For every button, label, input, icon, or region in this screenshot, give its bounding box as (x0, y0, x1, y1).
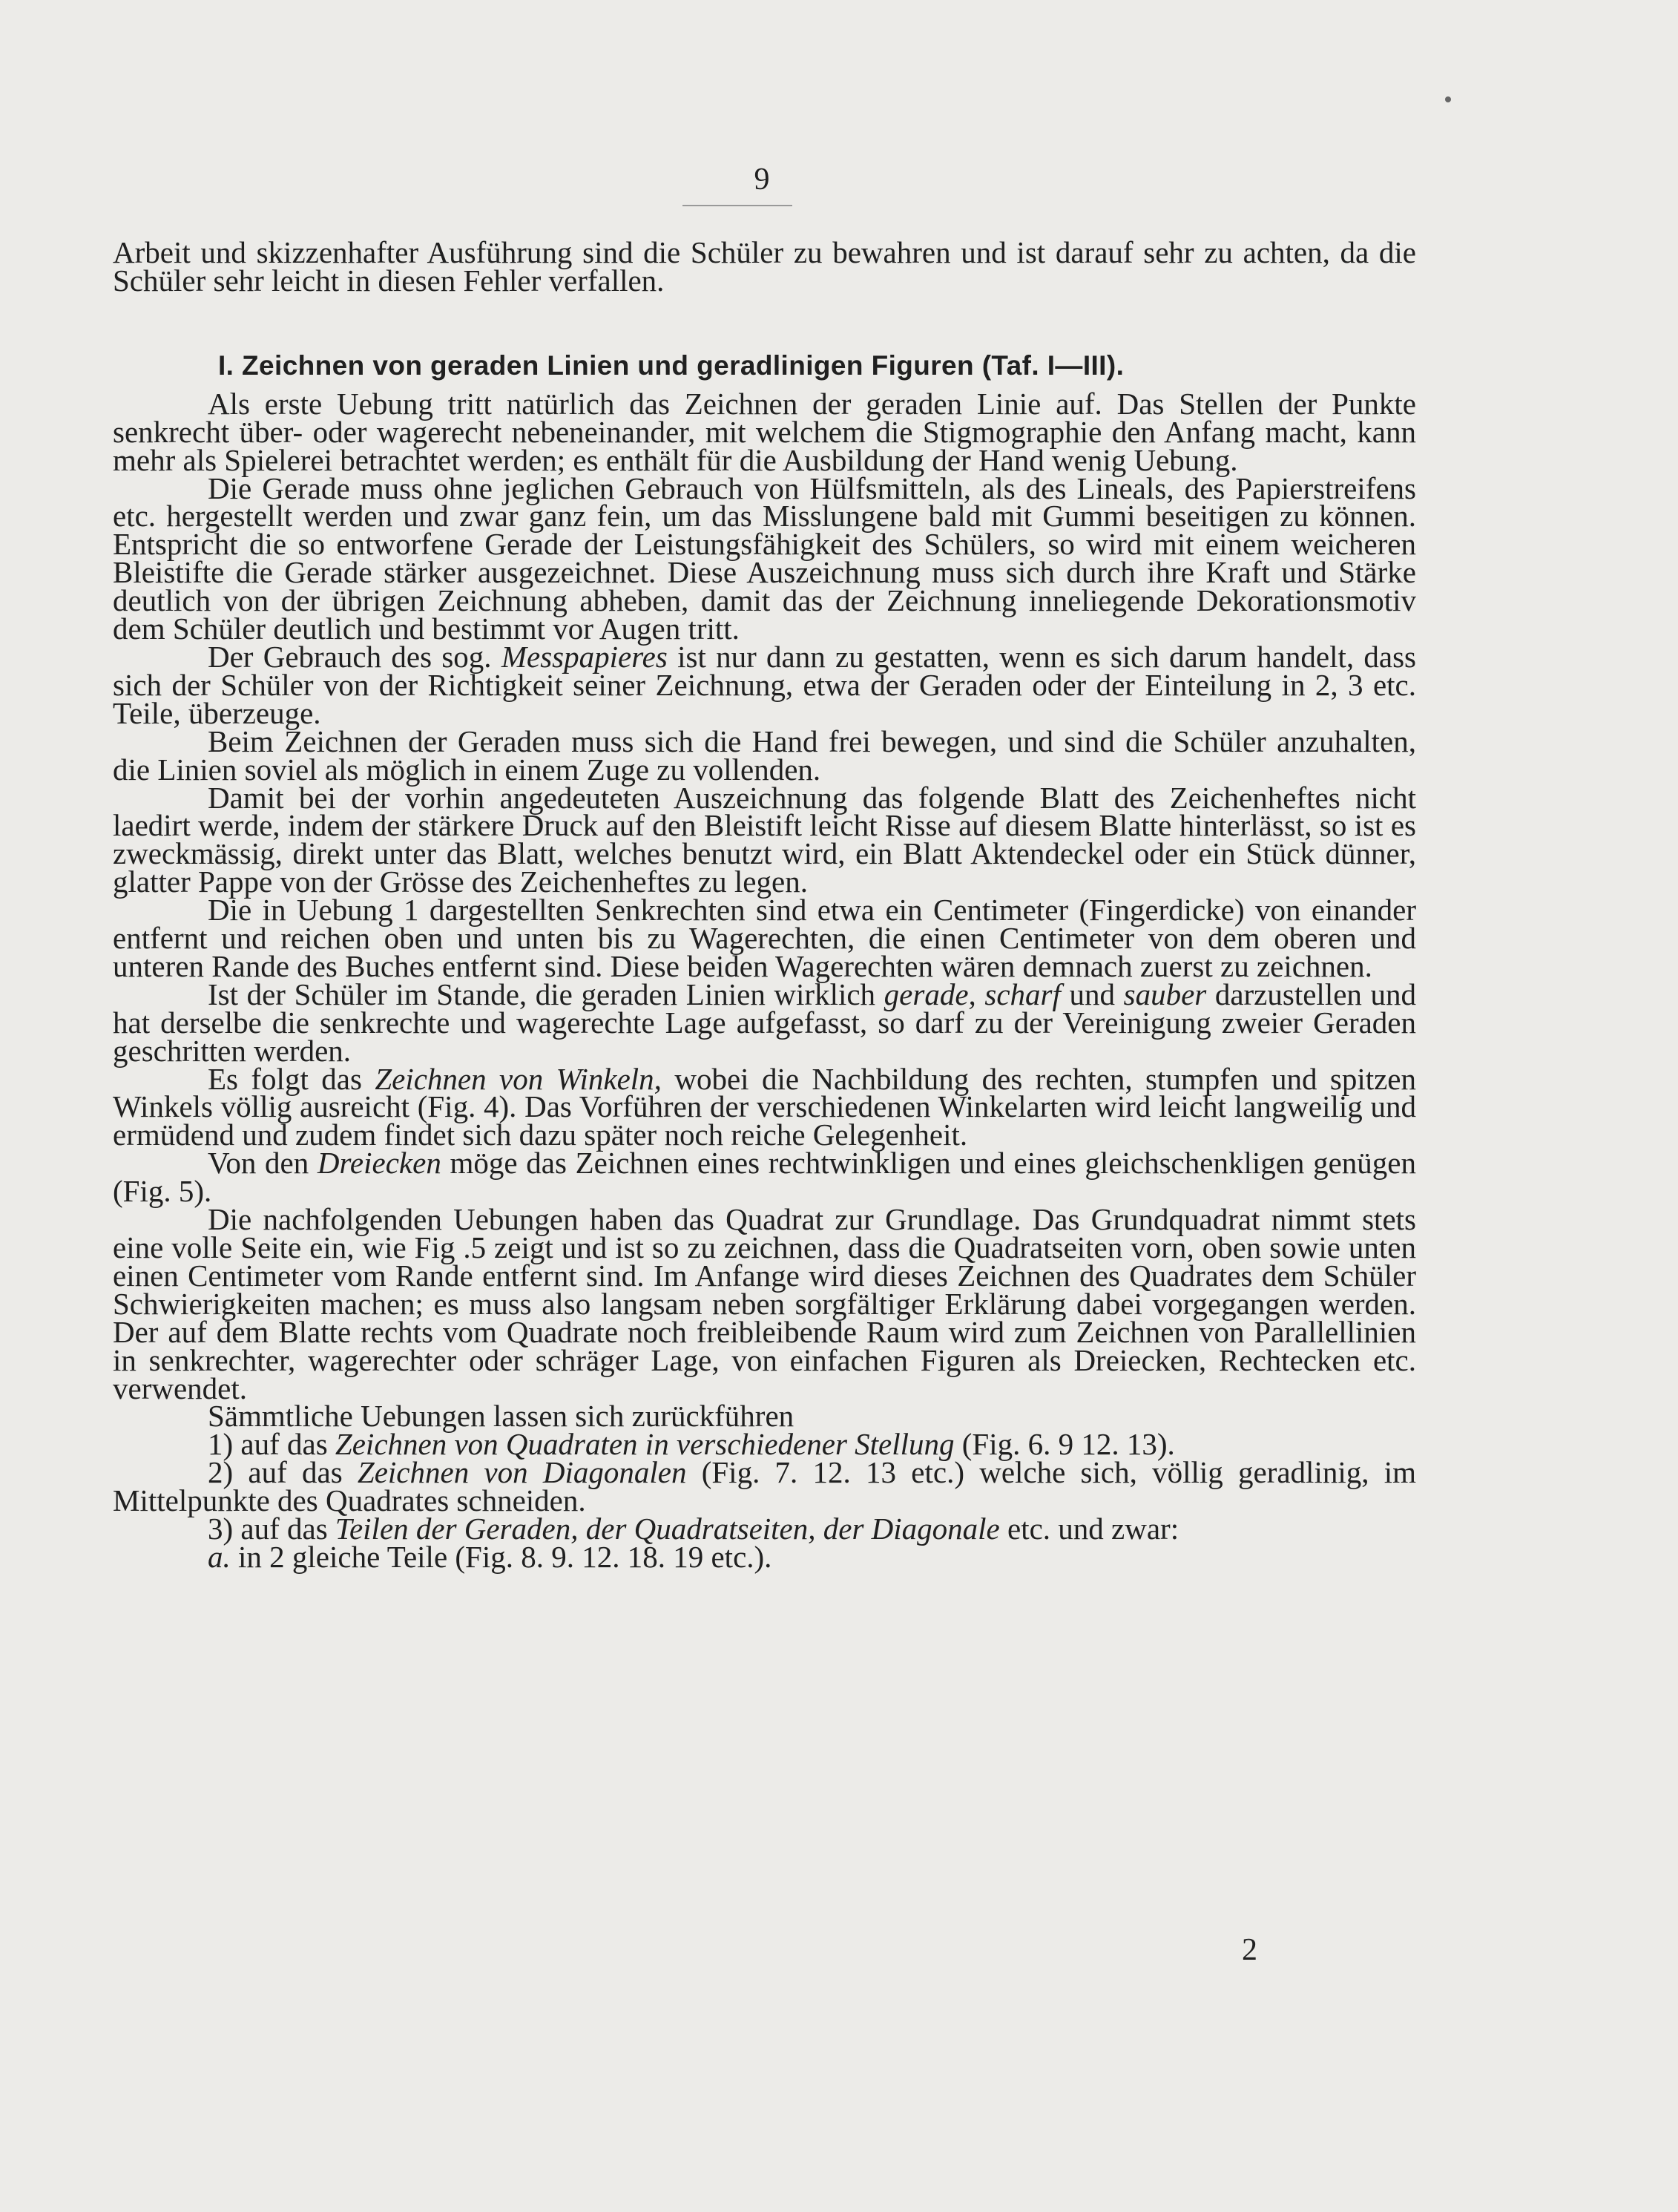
list-item-3-text-b: etc. und zwar: (1007, 1512, 1179, 1546)
paragraph-11: Sämmtliche Uebungen lassen sich zurückführen (208, 1399, 794, 1434)
paragraph-6: Die in Uebung 1 dargestellten Senkrechten sind etwa ein Centimeter (Fingerdicke) von einander entfernt und reichen oben und unten bis zu Wagerechten, die einen Centimeter von dem oberen und unteren Rande des Buches entfernt sind. Diese beiden Wagerechten wären demnach zuerst zu zeichnen. (113, 893, 1416, 983)
ink-speck (1445, 96, 1451, 102)
list-item-1-text-b: (Fig. 6. 9 12. 13). (961, 1427, 1175, 1462)
paragraph-9 (113, 1146, 1417, 1209)
paragraph-5: Damit bei der vorhin angedeuteten Auszeichnung das folgende Blatt des Zeichenheftes nicht laedirt werde, indem der stärkere Druck auf den Bleistift leicht Risse auf diesem Blatte hinterlässt, so ist es zweckmässig, direkt unter das Blatt, welches benutzt wird, ein Blatt Aktendeckel oder ein Stück dünner, glatter Pappe von der Grösse des Zeichenheftes zu legen. (113, 780, 1416, 899)
paragraph-9-emphasis: Dreiecken (317, 1146, 441, 1181)
paragraph-1: Als erste Uebung tritt natürlich das Zeichnen der geraden Linie auf. Das Stellen der Punkte senkrecht über- oder wagerecht nebeneinander, mit welchem die Stigmographie den Anfang macht, kann mehr als Spielerei betrachtet werden; es enthält für die Ausbildung der Hand wenig Uebung. (113, 386, 1416, 477)
paragraph-7 (113, 977, 1417, 1068)
paragraph-8 (113, 1061, 1417, 1152)
paragraph-8-text-b: wobei die Nachbildung des rechten, stumpfen und spitzen Winkels völlig ausreicht (Fig. 4). Das Vorführen der verschiedenen Winkelarten wird leicht langweilig und ermüdend und zudem findet sich dazu später noch reiche Gelegenheit. (113, 1061, 1417, 1152)
list-item-3a-text: in 2 gleiche Teile (Fig. 8. 9. 12. 18. 19 etc.). (238, 1539, 772, 1574)
page-number: 9 (754, 163, 770, 197)
list-item-2-text-b: (Fig. 7. 12. 13 etc.) welche sich, völlig geradlinig, im Mittelpunkte des Quadrates schneiden. (113, 1455, 1417, 1518)
paragraph-7-emphasis-1: gerade, scharf (884, 977, 1061, 1011)
paragraph-8-emphasis: Zeichnen von Winkeln, (375, 1061, 662, 1096)
list-item-2-emphasis: Zeichnen von Diagonalen (357, 1455, 687, 1490)
intro-paragraph: Arbeit und skizzenhafter Ausführung sind die Schüler zu bewahren und ist darauf sehr zu achten, da die Schüler sehr leicht in diesen Fehler verfallen. (113, 235, 1416, 298)
printer-signature: 2 (1242, 1933, 1257, 1967)
paragraph-9-text-a: Von den (208, 1146, 309, 1181)
list-item-3-text-a: 3) auf das (208, 1512, 328, 1546)
section-heading: I. Zeichnen von geraden Linien und geradlinigen Figuren (Taf. I—III). (218, 349, 1125, 381)
paragraph-7-emphasis-2: sauber (1123, 977, 1207, 1011)
paragraph-9-text-b: möge das Zeichnen eines rechtwinkligen und eines gleichschenkligen genügen (Fig. 5). (113, 1146, 1417, 1209)
paragraph-3-text-b: ist nur dann zu gestatten, wenn es sich darum handelt, dass sich der Schüler von der Richtigkeit seiner Zeichnung, etwa der Geraden oder der Einteilung in 2, 3 etc. Teile, überzeuge. (113, 639, 1417, 730)
paragraph-3-text-a: Der Gebrauch des sog. (208, 639, 492, 674)
list-item-3a (113, 1539, 1416, 1574)
list-item-2 (113, 1455, 1417, 1518)
paragraph-10: Die nachfolgenden Uebungen haben das Quadrat zur Grundlage. Das Grundquadrat nimmt stets eine volle Seite ein, wie Fig .5 zeigt und ist so zu zeichnen, dass die Quadratseiten vorn, oben sowie unten einen Centimeter vom Rande entfernt sind. Im Anfange wird dieses Zeichnen des Quadrates dem Schüler Schwierigkeiten machen; es muss also langsam neben sorgfältiger Erklärung dabei vorgegangen werden. Der auf dem Blatte rechts vom Quadrate noch freibleibende Raum wird zum Zeichnen von Parallellinien in senkrechter, wagerechter oder schräger Lage, von einfachen Figuren als Dreiecken, Rechtecken etc. verwendet. (113, 1202, 1416, 1405)
header-rule (682, 205, 792, 206)
list-item-1-emphasis: Zeichnen von Quadraten in verschiedener Stellung (335, 1427, 955, 1462)
body-text (113, 235, 1417, 1574)
paragraph-2: Die Gerade muss ohne jeglichen Gebrauch von Hülfsmitteln, als des Lineals, des Papierstreifens etc. hergestellt werden und zwar ganz fein, um das Misslungene bald mit Gummi beseitigen zu können. Entspricht die so entworfene Gerade der Leistungsfähigkeit des Schülers, so wird mit einem weicheren Bleistifte die Gerade stärker ausgezeichnet. Diese Auszeichnung muss sich durch ihre Kraft und Stärke deutlich von der übrigen Zeichnung abheben, damit das der Zeichnung inneliegende Dekorationsmotiv dem Schüler deutlich und bestimmt vor Augen tritt. (113, 470, 1416, 646)
paragraph-7-text-b: und (1069, 977, 1115, 1011)
list-item-3a-letter: a. (208, 1539, 231, 1574)
paragraph-7-text-a: Ist der Schüler im Stande, die geraden Linien wirklich (208, 977, 876, 1011)
list-item-3-emphasis: Teilen der Geraden, der Quadratseiten, der Diagonale (335, 1512, 1000, 1546)
list-item-1-text-a: 1) auf das (208, 1427, 328, 1462)
paragraph-3 (113, 639, 1417, 730)
list-item-2-text-a: 2) auf das (208, 1455, 343, 1490)
paragraph-3-emphasis: Messpapieres (501, 639, 668, 674)
paragraph-4: Beim Zeichnen der Geraden muss sich die Hand frei bewegen, und sind die Schüler anzuhalten, die Linien soviel als möglich in einem Zuge zu vollenden. (113, 723, 1416, 787)
paragraph-7-text-c: darzustellen und hat derselbe die senkrechte und wagerechte Lage aufgefasst, so darf zu der Vereinigung zweier Geraden geschritten werden. (113, 977, 1417, 1068)
paragraph-8-text-a: Es folgt das (208, 1061, 362, 1096)
